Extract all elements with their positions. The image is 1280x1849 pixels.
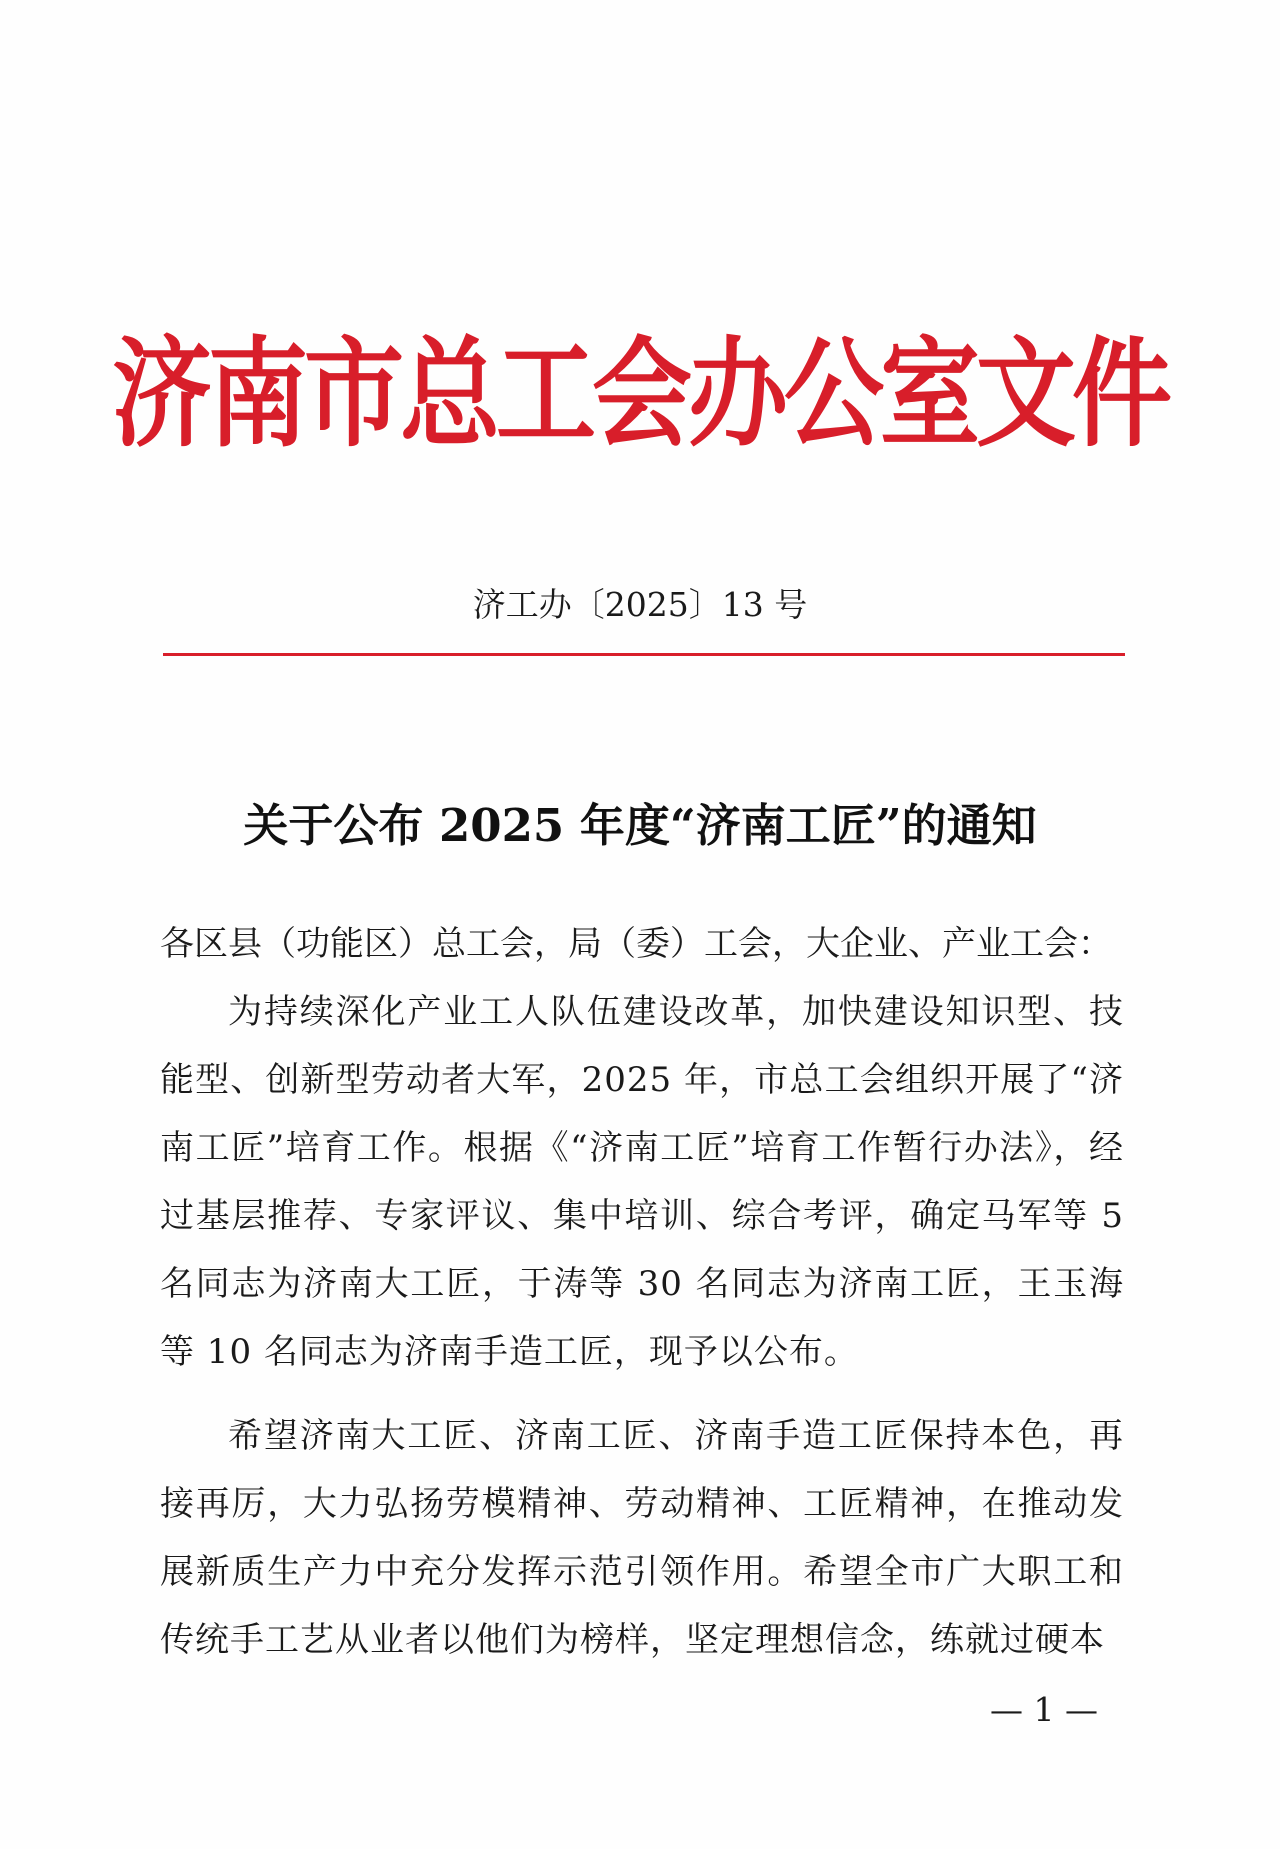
document-number: 济工办〔2025〕13 号 <box>472 585 808 624</box>
red-divider-line <box>163 653 1125 656</box>
page-number: — 1 — <box>990 1690 1098 1729</box>
document-masthead: 济南市总工会办公室文件 <box>112 325 1168 464</box>
body-paragraph-1: 为持续深化产业工人队伍建设改革，加快建设知识型、技能型、创新型劳动者大军，2025 年，市总工会组织开展了“济南工匠”培育工作。根据《“济南工匠”培育工作暂行办法》，经过基层推荐、专家评议、集中培训、综合考评，确定马军等 5 名同志为济南大工匠，于涛等 30 名同志为济南工匠，王玉海等 10 名同志为济南手造工匠，现予以公布。 <box>160 992 1124 1372</box>
notice-body <box>160 910 1124 1674</box>
paragraph-gap <box>160 1386 1124 1402</box>
salutation: 各区县（功能区）总工会，局（委）工会，大企业、产业工会： <box>160 924 1112 964</box>
body-paragraph-2: 希望济南大工匠、济南工匠、济南手造工匠保持本色，再接再厉，大力弘扬劳模精神、劳动精神、工匠精神，在推动发展新质生产力中充分发挥示范引领作用。希望全市广大职工和传统手工艺从业者以他们为榜样，坚定理想信念，练就过硬本 <box>160 1416 1124 1660</box>
notice-title: 关于公布 2025 年度“济南工匠”的通知 <box>243 799 1037 852</box>
